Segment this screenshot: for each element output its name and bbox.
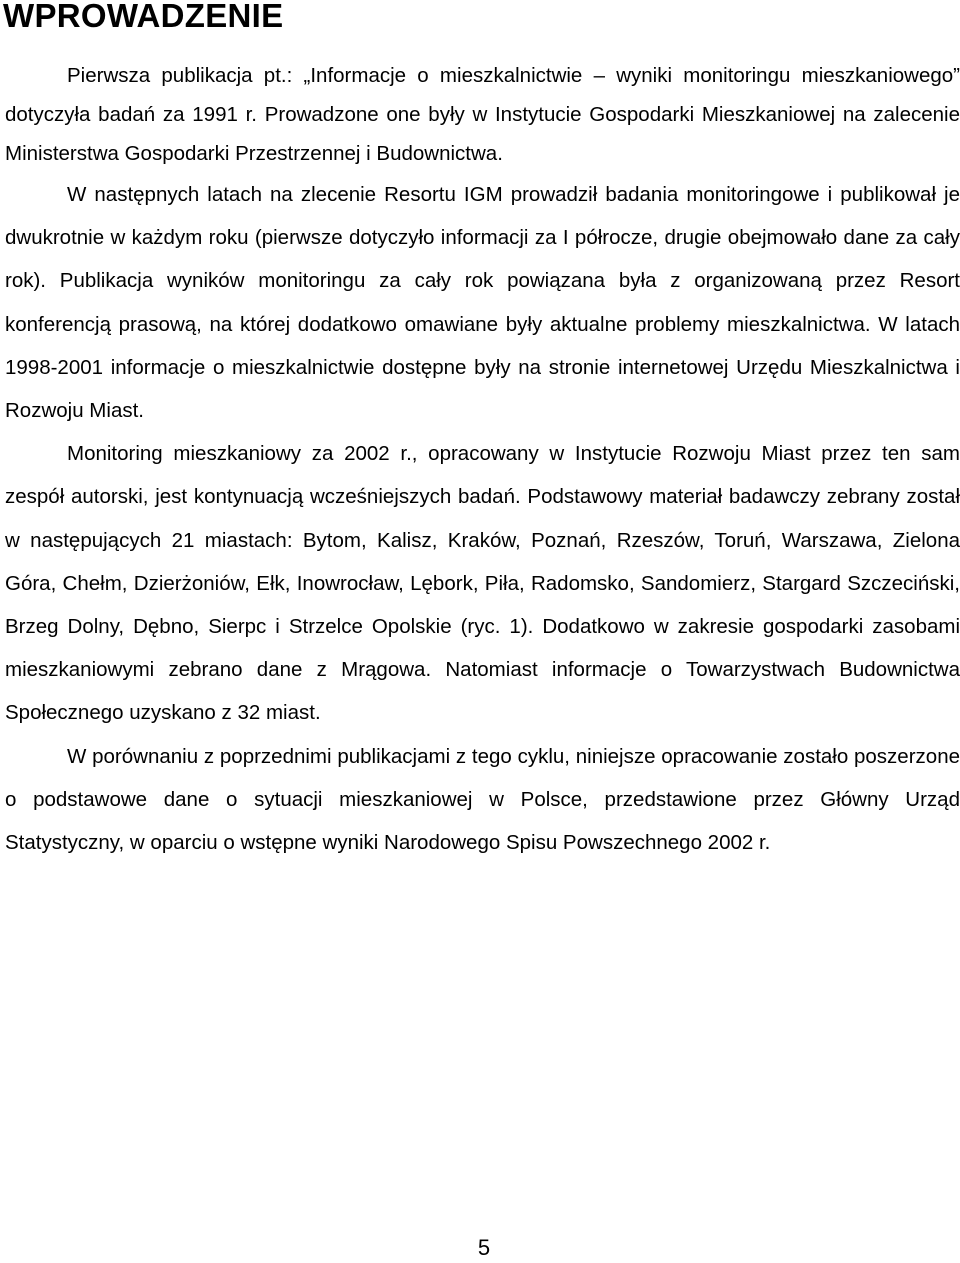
section-heading: WPROWADZENIE xyxy=(3,0,284,34)
paragraph-2: W następnych latach na zlecenie Resortu IGM prowadził badania monitoringowe i publikował je dwukrotnie w każdym roku (pierwsze dotyczyło informacji za I półrocze, drugie obejmowało dane za cały rok). Publikacja wyników monitoringu za cały rok powiązana była z organizowaną przez Resort konferencją prasową, na której dodatkowo omawiane były aktualne problemy mieszkalnictwa. W latach 1998-2001 informacje o mieszkalnictwie dostępne były na stronie internetowej Urzędu Mieszkalnictwa i Rozwoju Miast. xyxy=(5,183,960,423)
page-number: 5 xyxy=(477,1235,491,1260)
paragraph-3: Monitoring mieszkaniowy za 2002 r., opracowany w Instytucie Rozwoju Miast przez ten sam zespół autorski, jest kontynuacją wcześniejszych badań. Podstawowy materiał badawczy zebrany został w następujących 21 miastach: Bytom, Kalisz, Kraków, Poznań, Rzeszów, Toruń, Warszawa, Zielona Góra, Chełm, Dzierżoniów, Ełk, Inowrocław, Lębork, Piła, Radomsko, Sandomierz, Stargard Szczeciński, Brzeg Dolny, Dębno, Sierpc i Strzelce Opolskie (ryc. 1). Dodatkowo w zakresie gospodarki zasobami mieszkaniowymi zebrano dane z Mrągowa. Natomiast informacje o Towarzystwach Budownictwa Społecznego uzyskano z 32 miast. xyxy=(5,442,960,725)
paragraph-1: Pierwsza publikacja pt.: „Informacje o mieszkalnictwie – wyniki monitoringu mieszkaniowego” dotyczyła badań za 1991 r. Prowadzone one były w Instytucie Gospodarki Mieszkaniowej na zalecenie Ministerstwa Gospodarki Przestrzennej i Budownictwa. xyxy=(5,64,960,165)
paragraph-4: W porównaniu z poprzednimi publikacjami z tego cyklu, niniejsze opracowanie zostało poszerzone o podstawowe dane o sytuacji mieszkaniowej w Polsce, przedstawione przez Główny Urząd Statystyczny, w oparciu o wstępne wyniki Narodowego Spisu Powszechnego 2002 r. xyxy=(5,744,960,855)
body-text xyxy=(5,56,960,864)
